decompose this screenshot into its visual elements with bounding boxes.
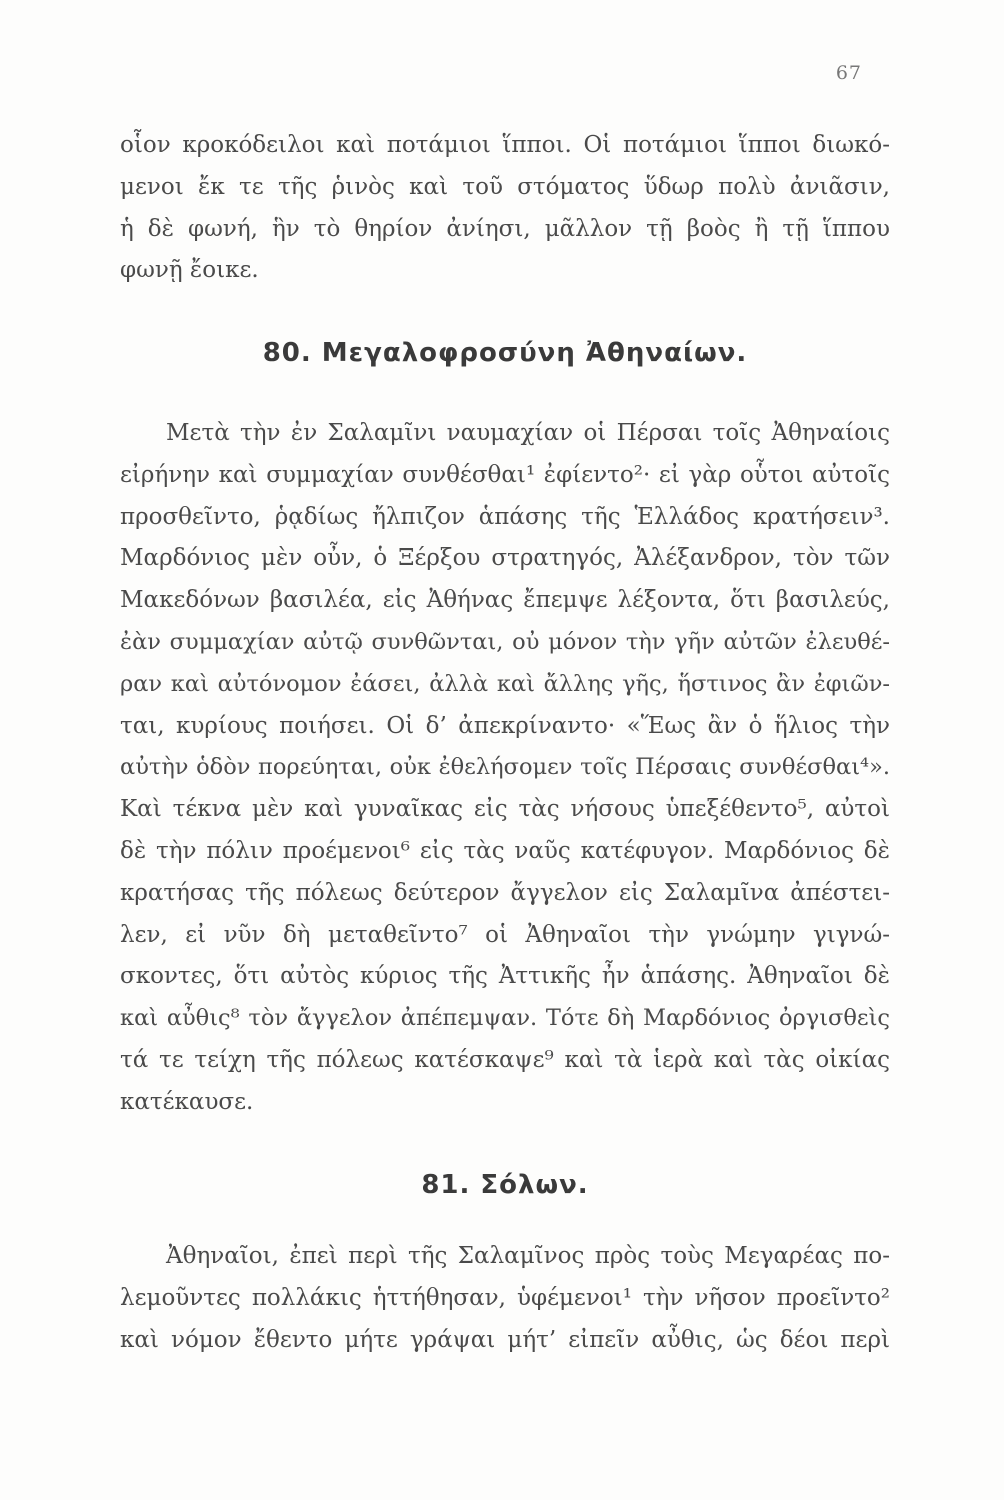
text-line: φωνῇ ἔοικε.	[120, 257, 259, 284]
page-number: 67	[835, 62, 862, 84]
section-heading-80: 80. Μεγαλοφροσύνη Ἀθηναίων.	[262, 338, 748, 368]
section-heading-81: 81. Σόλων.	[421, 1170, 589, 1200]
text-line: μενοι ἔκ τε τῆς ῥινὸς καὶ τοῦ στόματος ὕδωρ πολὺ ἀνιᾶσιν,	[120, 173, 890, 200]
text-line: Μαρδόνιος μὲν οὖν, ὁ Ξέρξου στρατηγός, Ἀλέξανδρον, τὸν τῶν	[120, 545, 890, 572]
text-line: Μακεδόνων βασιλέα, εἰς Ἀθήνας ἔπεμψε λέξοντα, ὅτι βασιλεύς,	[120, 587, 890, 614]
text-block-top	[120, 125, 890, 292]
text-line: τά τε τείχη τῆς πόλεως κατέσκαψε⁹ καὶ τὰ ἱερὰ καὶ τὰς οἰκίας	[120, 1046, 890, 1073]
text-line: λεν, εἰ νῦν δὴ μεταθεῖντο⁷ οἱ Ἀθηναῖοι τὴν γνώμην γιγνώ-	[120, 921, 890, 948]
text-line: οἷον κροκόδειλοι καὶ ποτάμιοι ἵπποι. Οἱ ποτάμιοι ἵπποι διωκό-	[120, 132, 890, 158]
text-line: Καὶ τέκνα μὲν καὶ γυναῖκας εἰς τὰς νήσους ὑπεξέθεντο⁵, αὐτοὶ	[120, 796, 890, 823]
text-block-81	[120, 1236, 890, 1361]
text-line: σκοντες, ὅτι αὐτὸς κύριος τῆς Ἀττικῆς ἦν ἁπάσης. Ἀθηναῖοι δὲ	[120, 963, 890, 990]
text-line: κατέκαυσε.	[120, 1088, 254, 1115]
text-line: καὶ νόμον ἔθεντο μήτε γράψαι μήτ’ εἰπεῖν αὖθις, ὡς δέοι περὶ	[120, 1326, 890, 1353]
text-line: Μετὰ τὴν ἐν Σαλαμῖνι ναυμαχίαν οἱ Πέρσαι τοῖς Ἀθηναίοις	[166, 420, 890, 446]
text-line: ραν καὶ αὐτόνομον ἐάσει, ἀλλὰ καὶ ἄλλης γῆς, ἥστινος ἂν ἐφιῶν-	[120, 670, 890, 697]
text-block-80	[120, 413, 890, 1124]
text-line: ἐὰν συμμαχίαν αὐτῷ συνθῶνται, οὐ μόνον τὴν γῆν αὐτῶν ἐλευθέ-	[120, 628, 890, 655]
text-line: ἡ δὲ φωνή, ἣν τὸ θηρίον ἀνίησι, μᾶλλον τῇ βοὸς ἢ τῇ ἵππου	[120, 215, 890, 242]
text-line: κρατήσας τῆς πόλεως δεύτερον ἄγγελον εἰς Σαλαμῖνα ἀπέστει-	[120, 879, 890, 906]
text-line: ται, κυρίους ποιήσει. Οἱ δ’ ἀπεκρίναντο· «Ἕως ἂν ὁ ἥλιος τὴν	[120, 712, 890, 739]
text-line: καὶ αὖθις⁸ τὸν ἄγγελον ἀπέπεμψαν. Τότε δὴ Μαρδόνιος ὀργισθεὶς	[120, 1005, 890, 1032]
text-line: προσθεῖντο, ῥᾳδίως ἤλπιζον ἁπάσης τῆς Ἑλλάδος κρατήσειν³.	[120, 503, 890, 530]
text-line: Ἀθηναῖοι, ἐπεὶ περὶ τῆς Σαλαμῖνος πρὸς τοὺς Μεγαρέας πο-	[166, 1243, 890, 1269]
text-line: λεμοῦντες πολλάκις ἡττήθησαν, ὑφέμενοι¹ τὴν νῆσον προεῖντο²	[120, 1284, 890, 1311]
text-line: αὐτὴν ὁδὸν πορεύηται, οὐκ ἐθελήσομεν τοῖς Πέρσαις συνθέσθαι⁴».	[120, 754, 890, 781]
text-line: δὲ τὴν πόλιν προέμενοι⁶ εἰς τὰς ναῦς κατέφυγον. Μαρδόνιος δὲ	[120, 837, 890, 864]
text-line: εἰρήνην καὶ συμμαχίαν συνθέσθαι¹ ἐφίεντο²· εἰ γὰρ οὗτοι αὐτοῖς	[120, 461, 890, 488]
